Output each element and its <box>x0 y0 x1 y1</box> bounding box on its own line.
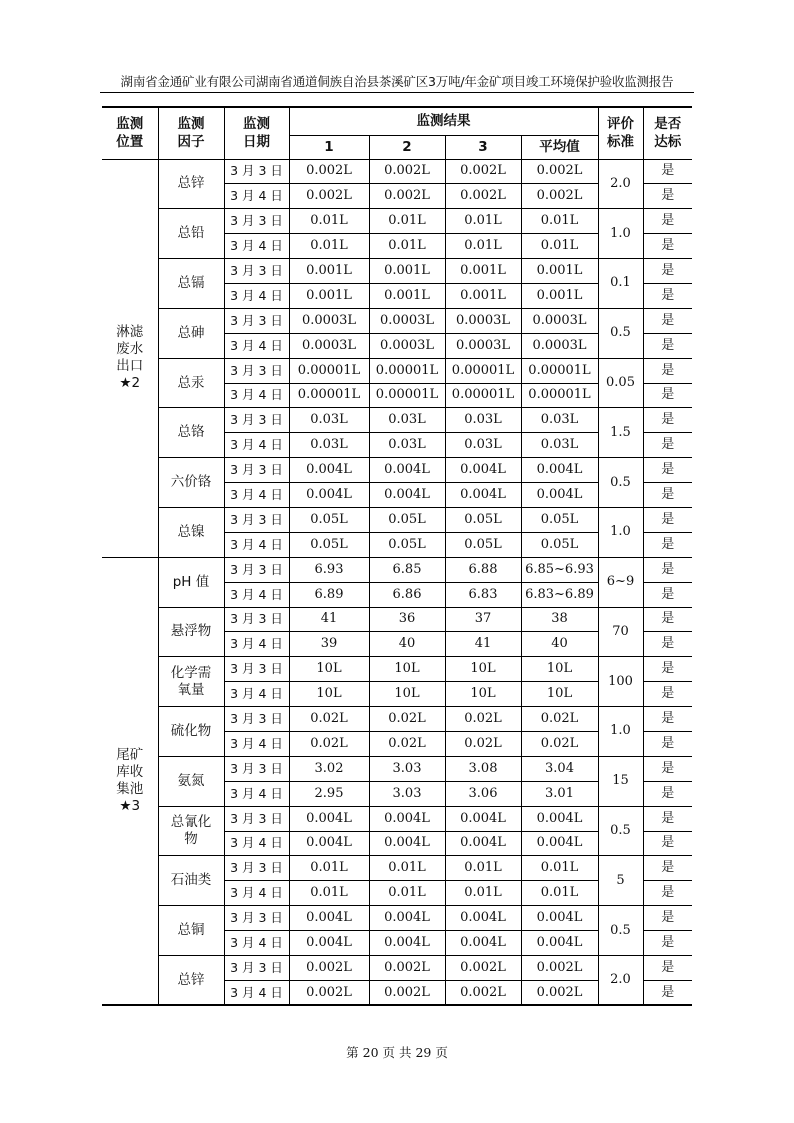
result-cell: 0.002L <box>369 159 445 184</box>
monitoring-results-table <box>102 106 692 1006</box>
table-row <box>102 458 692 483</box>
compliant-cell: 是 <box>643 906 692 931</box>
table-body <box>102 159 692 1005</box>
result-cell: 0.004L <box>445 458 521 483</box>
average-cell: 0.00001L <box>521 383 598 408</box>
date-cell: 3 月 3 日 <box>224 209 289 234</box>
result-cell: 0.01L <box>445 881 521 906</box>
factor-cell: 总砷 <box>158 308 224 358</box>
average-cell: 40 <box>521 632 598 657</box>
subheader-average: 平均值 <box>521 135 598 159</box>
compliant-cell: 是 <box>643 333 692 358</box>
factor-cell: 总氰化 物 <box>158 806 224 856</box>
average-cell: 38 <box>521 607 598 632</box>
result-cell: 0.03L <box>445 408 521 433</box>
date-cell: 3 月 4 日 <box>224 781 289 806</box>
result-cell: 0.002L <box>289 184 369 209</box>
compliant-cell: 是 <box>643 632 692 657</box>
date-cell: 3 月 3 日 <box>224 806 289 831</box>
factor-cell: 总镉 <box>158 259 224 309</box>
result-cell: 0.001L <box>369 283 445 308</box>
header-row <box>102 107 692 135</box>
factor-cell: 总铬 <box>158 408 224 458</box>
average-cell: 0.02L <box>521 707 598 732</box>
result-cell: 0.002L <box>369 956 445 981</box>
result-cell: 6.83 <box>445 582 521 607</box>
compliant-cell: 是 <box>643 209 692 234</box>
date-cell: 3 月 4 日 <box>224 532 289 557</box>
result-cell: 10L <box>445 657 521 682</box>
result-cell: 0.03L <box>369 408 445 433</box>
compliant-cell: 是 <box>643 956 692 981</box>
average-cell: 0.01L <box>521 881 598 906</box>
result-cell: 3.03 <box>369 781 445 806</box>
standard-cell: 1.5 <box>598 408 643 458</box>
result-cell: 0.004L <box>445 906 521 931</box>
compliant-cell: 是 <box>643 283 692 308</box>
date-cell: 3 月 4 日 <box>224 283 289 308</box>
standard-cell: 0.1 <box>598 259 643 309</box>
table-row <box>102 956 692 981</box>
standard-cell: 70 <box>598 607 643 657</box>
result-cell: 0.004L <box>445 931 521 956</box>
result-cell: 0.05L <box>289 532 369 557</box>
result-cell: 0.004L <box>445 483 521 508</box>
average-cell: 0.004L <box>521 831 598 856</box>
average-cell: 3.01 <box>521 781 598 806</box>
compliant-cell: 是 <box>643 383 692 408</box>
result-cell: 0.03L <box>289 408 369 433</box>
result-cell: 0.002L <box>445 956 521 981</box>
result-cell: 0.002L <box>369 980 445 1005</box>
result-cell: 6.85 <box>369 557 445 582</box>
compliant-cell: 是 <box>643 308 692 333</box>
date-cell: 3 月 4 日 <box>224 831 289 856</box>
date-cell: 3 月 4 日 <box>224 582 289 607</box>
result-cell: 10L <box>289 682 369 707</box>
average-cell: 0.004L <box>521 906 598 931</box>
date-cell: 3 月 3 日 <box>224 657 289 682</box>
result-cell: 0.01L <box>369 209 445 234</box>
result-cell: 0.004L <box>445 831 521 856</box>
date-cell: 3 月 3 日 <box>224 507 289 532</box>
result-cell: 0.001L <box>445 283 521 308</box>
result-cell: 0.004L <box>289 483 369 508</box>
result-cell: 36 <box>369 607 445 632</box>
date-cell: 3 月 3 日 <box>224 756 289 781</box>
average-cell: 0.01L <box>521 856 598 881</box>
compliant-cell: 是 <box>643 931 692 956</box>
result-cell: 0.05L <box>445 532 521 557</box>
result-cell: 0.02L <box>289 731 369 756</box>
factor-cell: 总镍 <box>158 507 224 557</box>
date-cell: 3 月 3 日 <box>224 159 289 184</box>
factor-cell: 化学需 氧量 <box>158 657 224 707</box>
average-cell: 0.03L <box>521 433 598 458</box>
compliant-cell: 是 <box>643 483 692 508</box>
result-cell: 3.02 <box>289 756 369 781</box>
date-cell: 3 月 3 日 <box>224 358 289 383</box>
compliant-cell: 是 <box>643 259 692 284</box>
average-cell: 10L <box>521 682 598 707</box>
result-cell: 0.01L <box>369 234 445 259</box>
date-cell: 3 月 4 日 <box>224 731 289 756</box>
average-cell: 0.01L <box>521 209 598 234</box>
result-cell: 0.00001L <box>289 358 369 383</box>
table-row <box>102 408 692 433</box>
compliant-cell: 是 <box>643 980 692 1005</box>
subheader-sample-3: 3 <box>445 135 521 159</box>
date-cell: 3 月 3 日 <box>224 956 289 981</box>
compliant-cell: 是 <box>643 881 692 906</box>
result-cell: 0.004L <box>369 931 445 956</box>
date-cell: 3 月 4 日 <box>224 333 289 358</box>
compliant-cell: 是 <box>643 856 692 881</box>
result-cell: 0.05L <box>369 532 445 557</box>
result-cell: 6.89 <box>289 582 369 607</box>
result-cell: 0.002L <box>445 159 521 184</box>
date-cell: 3 月 4 日 <box>224 433 289 458</box>
table-row <box>102 308 692 333</box>
result-cell: 0.0003L <box>369 333 445 358</box>
result-cell: 10L <box>369 657 445 682</box>
result-cell: 0.05L <box>369 507 445 532</box>
compliant-cell: 是 <box>643 532 692 557</box>
result-cell: 0.002L <box>289 980 369 1005</box>
average-cell: 0.001L <box>521 259 598 284</box>
result-cell: 0.004L <box>369 831 445 856</box>
date-cell: 3 月 4 日 <box>224 881 289 906</box>
compliant-cell: 是 <box>643 433 692 458</box>
result-cell: 6.93 <box>289 557 369 582</box>
standard-cell: 0.5 <box>598 806 643 856</box>
result-cell: 2.95 <box>289 781 369 806</box>
average-cell: 0.02L <box>521 731 598 756</box>
result-cell: 0.03L <box>289 433 369 458</box>
standard-cell: 15 <box>598 756 643 806</box>
compliant-cell: 是 <box>643 408 692 433</box>
result-cell: 0.0003L <box>289 333 369 358</box>
average-cell: 0.004L <box>521 931 598 956</box>
average-cell: 0.002L <box>521 956 598 981</box>
result-cell: 0.02L <box>445 731 521 756</box>
compliant-cell: 是 <box>643 657 692 682</box>
factor-cell: 总铅 <box>158 209 224 259</box>
result-cell: 0.004L <box>289 906 369 931</box>
factor-cell: 石油类 <box>158 856 224 906</box>
average-cell: 0.004L <box>521 483 598 508</box>
compliant-cell: 是 <box>643 756 692 781</box>
header-location: 监测 位置 <box>102 107 158 159</box>
table-row <box>102 906 692 931</box>
factor-cell: 总汞 <box>158 358 224 408</box>
compliant-cell: 是 <box>643 731 692 756</box>
header-standard: 评价 标准 <box>598 107 643 159</box>
result-cell: 0.01L <box>289 209 369 234</box>
average-cell: 0.05L <box>521 507 598 532</box>
table-row <box>102 707 692 732</box>
result-cell: 0.02L <box>445 707 521 732</box>
table-row <box>102 856 692 881</box>
table-row <box>102 209 692 234</box>
standard-cell: 0.5 <box>598 906 643 956</box>
result-cell: 10L <box>369 682 445 707</box>
subheader-sample-2: 2 <box>369 135 445 159</box>
date-cell: 3 月 3 日 <box>224 259 289 284</box>
result-cell: 3.03 <box>369 756 445 781</box>
result-cell: 39 <box>289 632 369 657</box>
date-cell: 3 月 3 日 <box>224 856 289 881</box>
average-cell: 0.0003L <box>521 333 598 358</box>
standard-cell: 0.05 <box>598 358 643 408</box>
compliant-cell: 是 <box>643 831 692 856</box>
compliant-cell: 是 <box>643 557 692 582</box>
header-rule <box>100 92 694 93</box>
result-cell: 10L <box>445 682 521 707</box>
result-cell: 0.004L <box>369 806 445 831</box>
date-cell: 3 月 4 日 <box>224 483 289 508</box>
compliant-cell: 是 <box>643 234 692 259</box>
average-cell: 0.03L <box>521 408 598 433</box>
result-cell: 3.06 <box>445 781 521 806</box>
result-cell: 0.0003L <box>289 308 369 333</box>
average-cell: 0.05L <box>521 532 598 557</box>
date-cell: 3 月 3 日 <box>224 607 289 632</box>
result-cell: 0.00001L <box>369 383 445 408</box>
result-cell: 0.01L <box>445 209 521 234</box>
header-factor: 监测 因子 <box>158 107 224 159</box>
average-cell: 0.002L <box>521 159 598 184</box>
date-cell: 3 月 4 日 <box>224 383 289 408</box>
average-cell: 0.004L <box>521 806 598 831</box>
result-cell: 0.05L <box>445 507 521 532</box>
average-cell: 10L <box>521 657 598 682</box>
average-cell: 0.002L <box>521 184 598 209</box>
table-row <box>102 557 692 582</box>
result-cell: 0.001L <box>445 259 521 284</box>
result-cell: 0.0003L <box>369 308 445 333</box>
result-cell: 0.004L <box>369 483 445 508</box>
result-cell: 0.002L <box>445 980 521 1005</box>
table-row <box>102 657 692 682</box>
average-cell: 0.00001L <box>521 358 598 383</box>
average-cell: 0.01L <box>521 234 598 259</box>
result-cell: 0.004L <box>289 931 369 956</box>
result-cell: 0.00001L <box>369 358 445 383</box>
standard-cell: 1.0 <box>598 209 643 259</box>
standard-cell: 1.0 <box>598 707 643 757</box>
page-footer: 第 20 页 共 29 页 <box>346 1045 448 1060</box>
compliant-cell: 是 <box>643 159 692 184</box>
result-cell: 40 <box>369 632 445 657</box>
date-cell: 3 月 3 日 <box>224 308 289 333</box>
result-cell: 0.01L <box>445 234 521 259</box>
result-cell: 0.004L <box>369 906 445 931</box>
result-cell: 0.01L <box>369 881 445 906</box>
average-cell: 0.002L <box>521 980 598 1005</box>
result-cell: 0.004L <box>289 806 369 831</box>
result-cell: 0.004L <box>369 458 445 483</box>
average-cell: 6.85~6.93 <box>521 557 598 582</box>
header-compliant: 是否 达标 <box>643 107 692 159</box>
compliant-cell: 是 <box>643 358 692 383</box>
result-cell: 0.002L <box>369 184 445 209</box>
compliant-cell: 是 <box>643 582 692 607</box>
result-cell: 41 <box>445 632 521 657</box>
date-cell: 3 月 4 日 <box>224 682 289 707</box>
table-row <box>102 507 692 532</box>
compliant-cell: 是 <box>643 682 692 707</box>
date-cell: 3 月 3 日 <box>224 707 289 732</box>
date-cell: 3 月 3 日 <box>224 906 289 931</box>
factor-cell: 氨氮 <box>158 756 224 806</box>
subheader-sample-1: 1 <box>289 135 369 159</box>
compliant-cell: 是 <box>643 607 692 632</box>
location-cell: 尾矿 库收 集池 ★3 <box>102 557 158 1005</box>
result-cell: 0.05L <box>289 507 369 532</box>
factor-cell: pH 值 <box>158 557 224 607</box>
table-row <box>102 358 692 383</box>
standard-cell: 2.0 <box>598 159 643 209</box>
result-cell: 0.001L <box>369 259 445 284</box>
result-cell: 0.00001L <box>445 358 521 383</box>
result-cell: 0.03L <box>445 433 521 458</box>
result-cell: 0.002L <box>289 159 369 184</box>
result-cell: 0.02L <box>369 707 445 732</box>
result-cell: 0.001L <box>289 283 369 308</box>
factor-cell: 硫化物 <box>158 707 224 757</box>
result-cell: 0.001L <box>289 259 369 284</box>
factor-cell: 六价铬 <box>158 458 224 508</box>
date-cell: 3 月 4 日 <box>224 980 289 1005</box>
table-row <box>102 607 692 632</box>
date-cell: 3 月 3 日 <box>224 557 289 582</box>
header-date: 监测 日期 <box>224 107 289 159</box>
result-cell: 10L <box>289 657 369 682</box>
average-cell: 0.0003L <box>521 308 598 333</box>
result-cell: 0.01L <box>289 856 369 881</box>
average-cell: 6.83~6.89 <box>521 582 598 607</box>
date-cell: 3 月 4 日 <box>224 931 289 956</box>
result-cell: 6.86 <box>369 582 445 607</box>
result-cell: 37 <box>445 607 521 632</box>
page-header: 湖南省金通矿业有限公司湖南省通道侗族自治县茶溪矿区3万吨/年金矿项目竣工环境保护验收监测报告 <box>120 74 674 89</box>
date-cell: 3 月 4 日 <box>224 632 289 657</box>
result-cell: 3.08 <box>445 756 521 781</box>
result-cell: 0.00001L <box>445 383 521 408</box>
result-cell: 0.0003L <box>445 308 521 333</box>
factor-cell: 总铜 <box>158 906 224 956</box>
table-row <box>102 756 692 781</box>
compliant-cell: 是 <box>643 707 692 732</box>
result-cell: 0.01L <box>289 234 369 259</box>
result-cell: 41 <box>289 607 369 632</box>
result-cell: 0.02L <box>289 707 369 732</box>
compliant-cell: 是 <box>643 781 692 806</box>
result-cell: 0.01L <box>289 881 369 906</box>
header-results: 监测结果 <box>289 107 598 135</box>
standard-cell: 2.0 <box>598 956 643 1006</box>
compliant-cell: 是 <box>643 806 692 831</box>
factor-cell: 悬浮物 <box>158 607 224 657</box>
factor-cell: 总锌 <box>158 159 224 209</box>
standard-cell: 6~9 <box>598 557 643 607</box>
table-row <box>102 159 692 184</box>
table-row <box>102 259 692 284</box>
average-cell: 3.04 <box>521 756 598 781</box>
date-cell: 3 月 4 日 <box>224 234 289 259</box>
date-cell: 3 月 4 日 <box>224 184 289 209</box>
standard-cell: 5 <box>598 856 643 906</box>
result-cell: 0.002L <box>445 184 521 209</box>
result-cell: 0.03L <box>369 433 445 458</box>
result-cell: 6.88 <box>445 557 521 582</box>
location-cell: 淋滤 废水 出口 ★2 <box>102 159 158 557</box>
standard-cell: 0.5 <box>598 458 643 508</box>
result-cell: 0.004L <box>445 806 521 831</box>
result-cell: 0.01L <box>369 856 445 881</box>
compliant-cell: 是 <box>643 507 692 532</box>
compliant-cell: 是 <box>643 184 692 209</box>
result-cell: 0.0003L <box>445 333 521 358</box>
result-cell: 0.004L <box>289 458 369 483</box>
standard-cell: 100 <box>598 657 643 707</box>
table-row <box>102 806 692 831</box>
result-cell: 0.01L <box>445 856 521 881</box>
result-cell: 0.00001L <box>289 383 369 408</box>
standard-cell: 0.5 <box>598 308 643 358</box>
factor-cell: 总锌 <box>158 956 224 1006</box>
date-cell: 3 月 3 日 <box>224 458 289 483</box>
compliant-cell: 是 <box>643 458 692 483</box>
result-cell: 0.02L <box>369 731 445 756</box>
date-cell: 3 月 3 日 <box>224 408 289 433</box>
standard-cell: 1.0 <box>598 507 643 557</box>
average-cell: 0.004L <box>521 458 598 483</box>
result-cell: 0.002L <box>289 956 369 981</box>
result-cell: 0.004L <box>289 831 369 856</box>
average-cell: 0.001L <box>521 283 598 308</box>
